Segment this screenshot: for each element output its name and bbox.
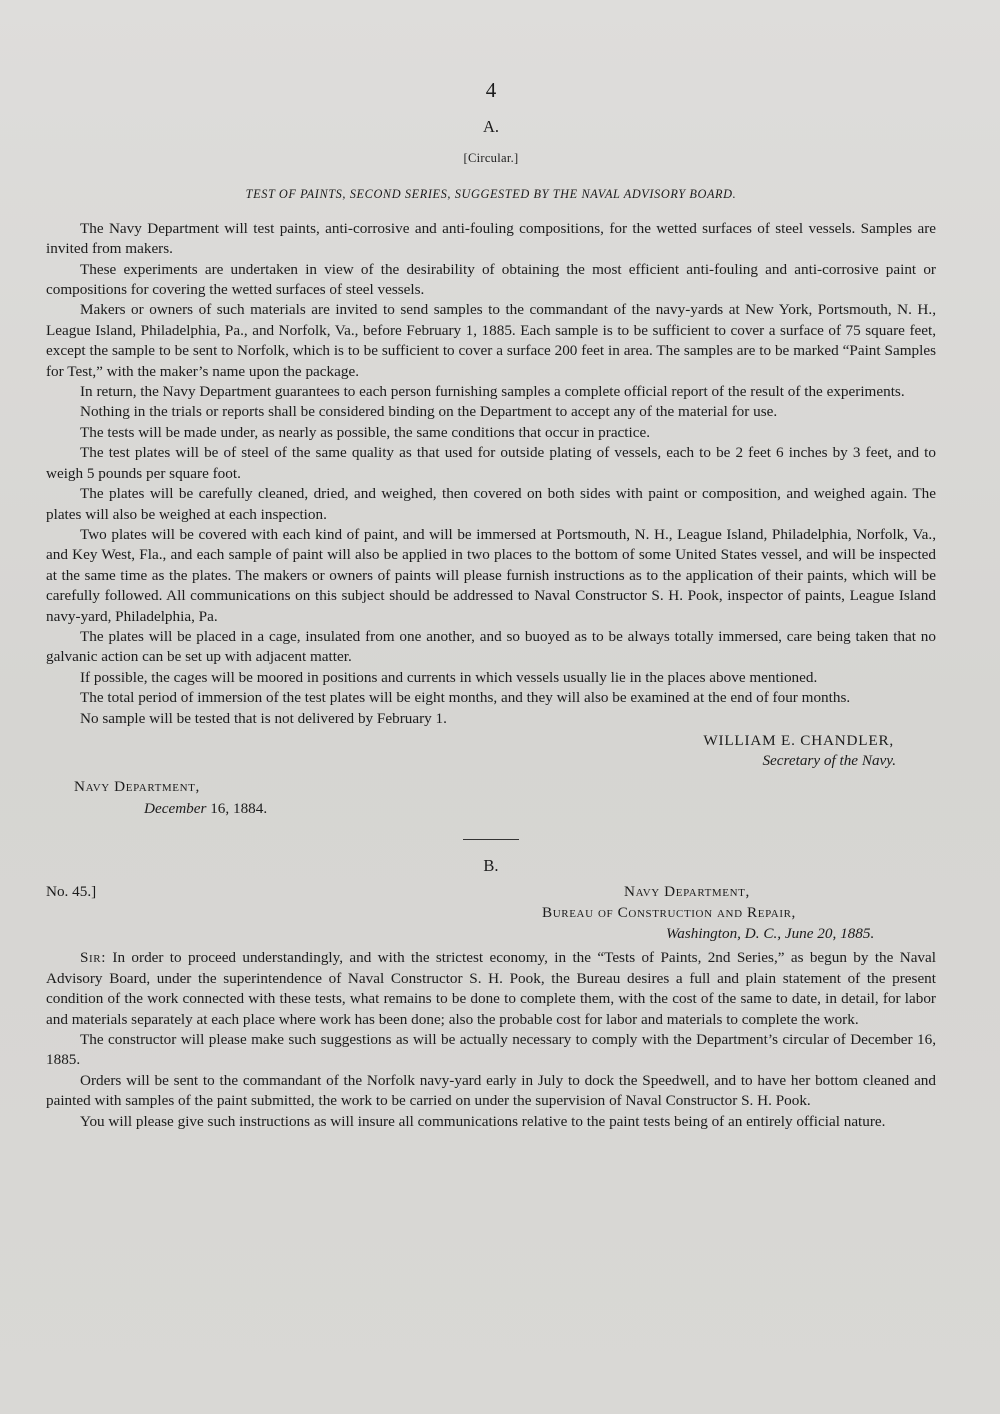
paragraph: Makers or owners of such materials are invited to send samples to the commandant of the navy-yards at New York, Portsmouth, N. H., League Island, Philadelphia, Pa., and Norfolk, Va., before February 1, 1885. Each sample is to be sufficient to cover a surface of 75 square feet, except the sample to be sent to Norfolk, which is to be sufficient to cover a surface 200 feet in area. The samples are to be marked “Paint Samples for Test,” with the maker’s name upon the package. [46, 301, 936, 380]
section-b-letter: B. [483, 855, 499, 875]
paragraph: Orders will be sent to the commandant of the Norfolk navy-yard early in July to dock the Speedwell, and to have her bottom cleaned and painted with samples of the paint submitted, the work to be carried on under the supervision of Naval Constructor S. H. Pook. [46, 1071, 936, 1110]
section-a-body [46, 219, 936, 729]
letter-number: No. 45.] [46, 883, 97, 901]
paragraph: In return, the Navy Department guarantees to each person furnishing samples a complete official report of the result of the experiments. [80, 383, 905, 401]
letterhead-place-date: Washington, D. C., June 20, 1885. [666, 925, 875, 943]
paragraph: You will please give such instructions as will insure all communications relative to the paint tests being of an entirely official nature. [80, 1112, 886, 1130]
paragraph: The plates will be placed in a cage, insulated from one another, and so buoyed as to be always totally immersed, care being taken that no galvanic action can be set up with adjacent matter. [46, 627, 936, 666]
date-rest: 16, 1884. [206, 799, 268, 817]
section-a-letter: A. [482, 117, 500, 136]
paragraph: Two plates will be covered with each kind of paint, and will be immersed at Portsmouth, N. H., League Island, Philadelphia, Norfolk, Va., and Key West, Fla., and each sample of paint will also be applied in two places to the bottom of some United States vessel, and will be inspected at the same time as the plates. The makers or owners of paints will please furnish instructions as to the application of their paints, which will be carefully followed. All communications on this subject should be addressed to Naval Constructor S. H. Pook, inspector of paints, League Island navy-yard, Philadelphia, Pa. [46, 525, 936, 625]
paragraph: These experiments are undertaken in view of the desirability of obtaining the most efficient anti-fouling and anti-corrosive paint or compositions for covering the wetted surfaces of steel vessels. [46, 260, 936, 299]
date-month: December [144, 799, 207, 817]
circular-heading: TEST OF PAINTS, SECOND SERIES, SUGGESTED BY THE NAVAL ADVISORY BOARD. [245, 187, 737, 202]
dateline-block [46, 777, 936, 829]
paragraph [46, 948, 936, 1030]
letterhead-department: Navy Department, [624, 883, 750, 901]
paragraph: The plates will be carefully cleaned, dried, and weighed, then covered on both sides with paint or composition, and weighed again. The plates will also be weighed at each inspection. [46, 485, 936, 523]
department-name: Navy Department, [74, 777, 200, 795]
signature-block [46, 731, 936, 775]
paragraph: The Navy Department will test paints, anti-corrosive and anti-fouling compositions, for the wetted surfaces of steel vessels. Samples are invited from makers. [46, 219, 936, 258]
signature-name: WILLIAM E. CHANDLER, [703, 731, 894, 749]
section-b-body [46, 948, 936, 1132]
paragraph: If possible, the cages will be moored in positions and currents in which vessels usually lie in the places above mentioned. [80, 668, 818, 686]
paragraph: Nothing in the trials or reports shall be considered binding on the Department to accept any of the material for use. [80, 403, 778, 421]
paragraph: The tests will be made under, as nearly as possible, the same conditions that occur in practice. [80, 423, 651, 441]
paragraph: The test plates will be of steel of the same quality as that used for outside plating of vessels, each to be 2 feet 6 inches by 3 feet, and to weigh 5 pounds per square foot. [46, 444, 936, 482]
salutation: Sir: [80, 949, 107, 967]
circular-label: [Circular.] [463, 151, 519, 165]
paragraph: The total period of immersion of the test plates will be eight months, and they will also be examined at the end of four months. [80, 689, 851, 707]
section-divider [463, 839, 519, 840]
page-number: 4 [485, 78, 497, 102]
page-content [46, 70, 936, 1132]
letterhead [46, 882, 936, 948]
circular-date [144, 799, 267, 819]
signature-title: Secretary of the Navy. [762, 751, 896, 769]
paragraph: The constructor will please make such suggestions as will be actually necessary to comply with the Department’s circular of December 16, 1885. [46, 1031, 936, 1069]
paragraph: No sample will be tested that is not delivered by February 1. [80, 709, 447, 727]
paragraph-text: In order to proceed understandingly, and with the strictest economy, in the “Tests of Paints, 2nd Series,” as begun by the Naval Advisory Board, under the superintendence of Naval Constructor S. H. Pook, the Bureau desires a full and plain statement of the present condition of the work connected with these tests, what remains to be done to complete them, with the cost of the same to date, in detail, for labor and materials separately at each place where work has been done; also the probable cost for labor and materials to complete the work. [46, 949, 936, 1028]
letterhead-bureau: Bureau of Construction and Repair, [542, 904, 796, 922]
